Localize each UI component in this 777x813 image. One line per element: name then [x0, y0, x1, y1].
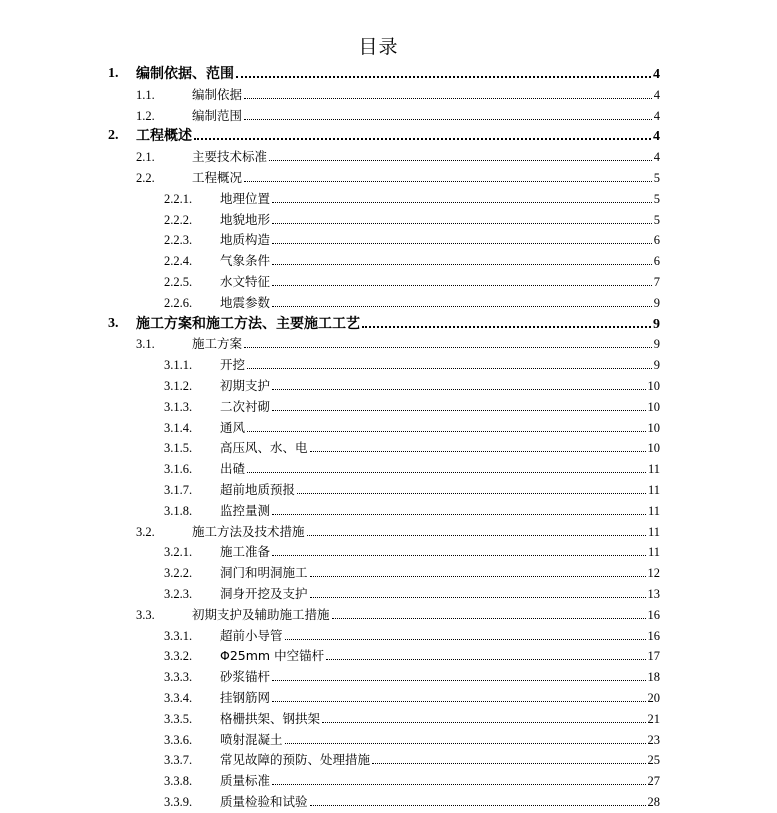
toc-entry-leader	[192, 85, 660, 106]
toc-entry-leader	[220, 667, 660, 688]
dot-leader	[272, 410, 645, 411]
dot-leader	[372, 763, 645, 764]
toc-entry[interactable]	[0, 563, 777, 584]
toc-entry-leader	[220, 542, 660, 563]
toc-entry-number: 3.1.1.	[164, 358, 193, 373]
toc-entry-page: 10	[647, 378, 660, 393]
toc-entry[interactable]	[0, 355, 777, 376]
toc-entry-title: 水文特征	[220, 273, 271, 289]
toc-entry-number: 3.3.1.	[164, 628, 193, 643]
toc-entry-leader	[220, 459, 660, 480]
toc-entry-title: 挂钢筋网	[220, 689, 271, 705]
toc-entry-page: 11	[647, 545, 660, 560]
toc-entry[interactable]	[0, 522, 777, 543]
toc-entry-number: 3.1.	[136, 337, 155, 352]
toc-entry-title: 质量标准	[220, 773, 271, 789]
toc-entry-title: 洞门和明洞施工	[220, 565, 308, 581]
toc-entry-page: 9	[653, 337, 660, 352]
toc-entry-leader	[220, 688, 660, 709]
toc-entry-number: 2.1.	[136, 150, 155, 165]
toc-entry-page: 4	[653, 150, 660, 165]
toc-entry-title: 喷射混凝土	[220, 731, 283, 747]
toc-entry-title: 通风	[220, 419, 246, 435]
toc-entry-page: 11	[647, 482, 660, 497]
toc-entry[interactable]	[0, 251, 777, 272]
toc-entry-title: 主要技术标准	[192, 149, 268, 165]
toc-entry[interactable]	[0, 480, 777, 501]
toc-entry-number: 2.2.3.	[164, 233, 193, 248]
dot-leader	[272, 306, 652, 307]
toc-entry-page: 9	[653, 295, 660, 310]
table-of-contents	[0, 64, 777, 813]
toc-entry-leader	[220, 251, 660, 272]
dot-leader	[362, 326, 651, 328]
toc-entry-title: 施工方法及技术措施	[192, 523, 305, 539]
toc-entry-page: 27	[647, 774, 660, 789]
toc-entry-page: 25	[647, 753, 660, 768]
dot-leader	[272, 514, 646, 515]
toc-entry-number: 3.3.5.	[164, 711, 193, 726]
toc-entry-number: 1.1.	[136, 87, 155, 102]
toc-entry-title: 开挖	[220, 357, 246, 373]
toc-entry-title: 监控量测	[220, 502, 271, 518]
toc-entry-title: 工程概况	[192, 169, 243, 185]
toc-entry-number: 2.2.6.	[164, 295, 193, 310]
toc-entry[interactable]	[0, 147, 777, 168]
toc-entry-leader	[220, 730, 660, 751]
toc-entry-page: 5	[653, 191, 660, 206]
toc-entry-number: 2.2.1.	[164, 191, 193, 206]
toc-entry-leader	[220, 272, 660, 293]
toc-entry-title: 格栅拱架、钢拱架	[220, 710, 321, 726]
toc-entry-title: 地震参数	[220, 294, 271, 310]
dot-leader	[310, 451, 646, 452]
toc-entry-number: 2.2.4.	[164, 254, 193, 269]
toc-entry[interactable]	[0, 293, 777, 314]
toc-entry-number: 3.3.7.	[164, 753, 193, 768]
dot-leader	[272, 680, 645, 681]
toc-entry-leader	[220, 210, 660, 231]
dot-leader	[236, 76, 651, 78]
toc-entry-page: 9	[653, 316, 660, 332]
toc-entry[interactable]	[0, 106, 777, 127]
toc-entry[interactable]	[0, 501, 777, 522]
toc-entry[interactable]	[0, 688, 777, 709]
toc-entry-page: 10	[647, 420, 660, 435]
toc-entry-leader	[220, 563, 660, 584]
toc-entry-number: 1.2.	[136, 108, 155, 123]
toc-entry-leader	[220, 771, 660, 792]
toc-entry-number: 3.2.2.	[164, 566, 193, 581]
toc-entry-leader	[220, 750, 660, 771]
dot-leader	[272, 701, 645, 702]
toc-entry-leader	[136, 64, 660, 85]
toc-entry-leader	[136, 314, 660, 335]
toc-entry-page: 21	[647, 711, 660, 726]
toc-entry-number: 3.2.	[136, 524, 155, 539]
toc-entry-number: 3.1.2.	[164, 378, 193, 393]
dot-leader	[194, 138, 651, 140]
toc-entry-page: 11	[647, 524, 660, 539]
toc-entry-title: Φ25mm 中空锚杆	[220, 648, 325, 664]
toc-entry[interactable]	[0, 126, 777, 147]
toc-entry-number: 3.2.1.	[164, 545, 193, 560]
toc-entry-title: 砂浆锚杆	[220, 669, 271, 685]
dot-leader	[332, 618, 646, 619]
toc-entry-page: 4	[653, 108, 660, 123]
dot-leader	[297, 493, 646, 494]
toc-entry-number: 2.2.5.	[164, 274, 193, 289]
toc-entry-number: 3.1.3.	[164, 399, 193, 414]
toc-entry-title: 超前地质预报	[220, 481, 296, 497]
toc-entry-number: 2.	[108, 128, 119, 144]
toc-entry[interactable]	[0, 397, 777, 418]
toc-entry-leader	[220, 189, 660, 210]
dot-leader	[272, 264, 652, 265]
dot-leader	[272, 223, 652, 224]
toc-entry-title: 初期支护及辅助施工措施	[192, 606, 330, 622]
toc-entry-number: 3.	[108, 315, 119, 331]
dot-leader	[310, 576, 646, 577]
toc-entry-leader	[220, 397, 660, 418]
dot-leader	[310, 805, 646, 806]
toc-entry-page: 12	[647, 566, 660, 581]
toc-entry-leader	[192, 168, 660, 189]
toc-entry-title: 地貌地形	[220, 211, 271, 227]
toc-entry-page: 16	[647, 628, 660, 643]
toc-entry-page: 13	[647, 586, 660, 601]
toc-entry-page: 9	[653, 358, 660, 373]
toc-entry[interactable]	[0, 709, 777, 730]
toc-entry-page: 23	[647, 732, 660, 747]
toc-entry[interactable]	[0, 272, 777, 293]
toc-entry-leader	[136, 126, 660, 147]
toc-entry-number: 3.3.4.	[164, 690, 193, 705]
toc-entry-title: 施工方案	[192, 336, 243, 352]
toc-entry[interactable]	[0, 210, 777, 231]
toc-entry-leader	[220, 293, 660, 314]
toc-entry-number: 1.	[108, 66, 119, 81]
toc-entry-number: 3.3.6.	[164, 732, 193, 747]
toc-entry[interactable]	[0, 64, 777, 85]
toc-entry-number: 3.3.	[136, 607, 155, 622]
toc-entry-page: 20	[647, 690, 660, 705]
toc-entry[interactable]	[0, 667, 777, 688]
dot-leader	[244, 181, 652, 182]
dot-leader	[272, 202, 652, 203]
toc-entry-leader	[220, 501, 660, 522]
toc-entry[interactable]	[0, 646, 777, 667]
toc-entry[interactable]	[0, 85, 777, 106]
toc-entry-number: 3.1.8.	[164, 503, 193, 518]
toc-entry-number: 3.1.7.	[164, 482, 193, 497]
toc-entry-leader	[220, 355, 660, 376]
dot-leader	[272, 555, 646, 556]
toc-entry-page: 17	[647, 649, 660, 664]
toc-entry-title: 编制依据	[192, 86, 243, 102]
toc-entry-number: 3.3.9.	[164, 794, 193, 809]
toc-entry-title: 常见故障的预防、处理措施	[220, 752, 371, 768]
toc-entry-number: 3.1.4.	[164, 420, 193, 435]
toc-entry-leader	[220, 646, 660, 667]
toc-entry-leader	[220, 792, 660, 813]
toc-entry[interactable]	[0, 459, 777, 480]
toc-entry-title: 质量检验和试验	[220, 793, 308, 809]
dot-leader	[322, 722, 645, 723]
toc-entry-title: 二次衬砌	[220, 398, 271, 414]
toc-entry-title: 地理位置	[220, 190, 271, 206]
toc-entry-title: 编制范围	[192, 107, 243, 123]
toc-entry-title: 出碴	[220, 461, 246, 477]
dot-leader	[247, 472, 646, 473]
dot-leader	[310, 597, 646, 598]
toc-entry-page: 11	[647, 462, 660, 477]
dot-leader	[307, 535, 646, 536]
toc-entry-number: 2.2.2.	[164, 212, 193, 227]
toc-entry-page: 10	[647, 441, 660, 456]
dot-leader	[244, 98, 652, 99]
toc-entry-leader	[192, 522, 660, 543]
toc-entry[interactable]	[0, 334, 777, 355]
toc-entry-title: 高压风、水、电	[220, 440, 308, 456]
toc-entry-title: 气象条件	[220, 253, 271, 269]
toc-entry-number: 3.1.6.	[164, 462, 193, 477]
toc-entry[interactable]	[0, 418, 777, 439]
toc-entry[interactable]	[0, 230, 777, 251]
toc-entry[interactable]	[0, 792, 777, 813]
dot-leader	[272, 389, 645, 390]
toc-entry-number: 3.1.5.	[164, 441, 193, 456]
toc-entry-page: 16	[647, 607, 660, 622]
toc-entry-page: 5	[653, 212, 660, 227]
toc-entry[interactable]	[0, 750, 777, 771]
toc-entry-leader	[220, 584, 660, 605]
toc-entry-number: 3.3.2.	[164, 649, 193, 664]
toc-entry[interactable]	[0, 189, 777, 210]
dot-leader	[247, 431, 645, 432]
toc-entry[interactable]	[0, 730, 777, 751]
dot-leader	[272, 243, 652, 244]
toc-entry-page: 7	[653, 274, 660, 289]
dot-leader	[244, 119, 652, 120]
toc-entry-title: 地质构造	[220, 232, 271, 248]
toc-entry-page: 18	[647, 670, 660, 685]
toc-entry-page: 4	[653, 129, 660, 145]
toc-entry-leader	[220, 230, 660, 251]
toc-entry[interactable]	[0, 168, 777, 189]
dot-leader	[244, 347, 652, 348]
toc-entry[interactable]	[0, 771, 777, 792]
toc-entry[interactable]	[0, 626, 777, 647]
dot-leader	[247, 368, 652, 369]
toc-entry-page: 4	[653, 87, 660, 102]
dot-leader	[285, 639, 646, 640]
dot-leader	[285, 743, 646, 744]
toc-entry[interactable]	[0, 605, 777, 626]
toc-entry-title: 洞身开挖及支护	[220, 585, 308, 601]
toc-entry-leader	[220, 376, 660, 397]
toc-entry-leader	[192, 106, 660, 127]
toc-entry-number: 2.2.	[136, 170, 155, 185]
dot-leader	[326, 659, 645, 660]
toc-entry-title: 工程概述	[136, 128, 192, 145]
toc-entry-title: 施工准备	[220, 544, 271, 560]
dot-leader	[269, 160, 652, 161]
toc-entry-page: 10	[647, 399, 660, 414]
toc-entry-title: 施工方案和施工方法、主要施工工艺	[136, 315, 360, 332]
toc-entry-page: 5	[653, 170, 660, 185]
toc-entry-leader	[220, 480, 660, 501]
toc-entry[interactable]	[0, 376, 777, 397]
toc-entry-leader	[220, 418, 660, 439]
toc-entry-page: 28	[647, 794, 660, 809]
toc-entry[interactable]	[0, 438, 777, 459]
toc-entry[interactable]	[0, 542, 777, 563]
page-title: 目录	[358, 36, 399, 58]
toc-entry-title: 超前小导管	[220, 627, 283, 643]
toc-entry-leader	[220, 709, 660, 730]
toc-entry-leader	[192, 147, 660, 168]
toc-entry-page: 11	[647, 503, 660, 518]
toc-entry[interactable]	[0, 314, 777, 335]
toc-entry-leader	[192, 605, 660, 626]
dot-leader	[272, 285, 652, 286]
toc-entry-number: 3.3.8.	[164, 774, 193, 789]
toc-entry-page: 4	[653, 67, 660, 82]
toc-entry-page: 6	[653, 254, 660, 269]
toc-entry-leader	[220, 438, 660, 459]
toc-entry-title: 编制依据、范围	[136, 66, 234, 82]
toc-entry-leader	[220, 626, 660, 647]
toc-entry-page: 6	[653, 233, 660, 248]
toc-entry-leader	[192, 334, 660, 355]
toc-entry[interactable]	[0, 584, 777, 605]
toc-entry-title: 初期支护	[220, 377, 271, 393]
toc-entry-number: 3.3.3.	[164, 670, 193, 685]
toc-entry-number: 3.2.3.	[164, 586, 193, 601]
dot-leader	[272, 784, 645, 785]
